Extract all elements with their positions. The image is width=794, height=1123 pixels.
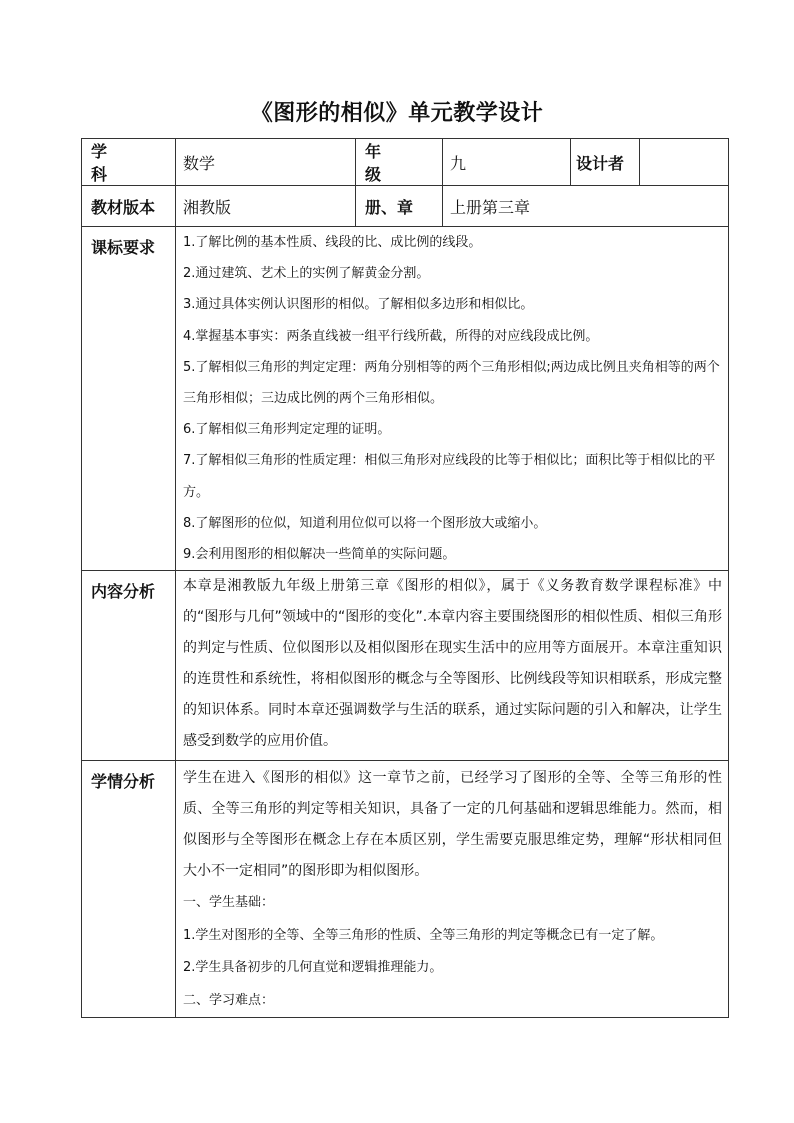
- curriculum-item: 1.了解比例的基本性质、线段的比、成比例的线段。: [183, 235, 482, 250]
- curriculum-item: 7.了解相似三角形的性质定理：相似三角形对应线段的比等于相似比；面积比等于相似比的平方。: [183, 453, 716, 500]
- curriculum-item: 3.通过具体实例认识图形的相似。了解相似多边形和相似比。: [183, 297, 534, 313]
- curriculum-label: 课标要求: [82, 227, 176, 571]
- student-analysis-intro: 学生在进入《图形的相似》这一章节之前，已经学习了图形的全等、全等三角形的性质、全等三角形的判定等相关知识，具备了一定的几何基础和逻辑思维能力。然而，相似图形与全等图形在概念上存在本质区别，学生需要克服思维定势，理解“形状相同但大小不一定相同”的图形即为相似图形。: [183, 770, 722, 880]
- student-analysis-cell: [176, 761, 729, 1018]
- content-analysis-cell: [176, 571, 729, 761]
- lesson-design-table: [81, 138, 729, 1018]
- student-analysis-line: 1.学生对图形的全等、全等三角形的性质、全等三角形的判定等概念已有一定了解。: [183, 927, 664, 943]
- grade-label: 年 级: [356, 139, 443, 186]
- student-analysis-line: 二、学习难点：: [183, 992, 275, 1008]
- curriculum-item: 6.了解相似三角形判定定理的证明。: [183, 422, 391, 438]
- curriculum-requirements: [176, 227, 729, 571]
- student-analysis-label: 学情分析: [82, 761, 176, 1018]
- designer-label: 设计者: [571, 139, 640, 186]
- grade-value: 九: [443, 139, 571, 186]
- content-analysis-label: 内容分析: [82, 571, 176, 761]
- curriculum-item: 8.了解图形的位似，知道利用位似可以将一个图形放大或缩小。: [183, 515, 547, 531]
- subject-value: 数学: [176, 139, 356, 186]
- curriculum-item: 2.通过建筑、艺术上的实例了解黄金分割。: [183, 266, 430, 282]
- table-row-student-analysis: [82, 761, 729, 1018]
- curriculum-item: 5.了解相似三角形的判定定理：两角分别相等的两个三角形相似;两边成比例且夹角相等的两个三角形相似；三边成比例的两个三角形相似。: [183, 359, 720, 407]
- textbook-label: 教材版本: [82, 186, 176, 227]
- table-row-content-analysis: [82, 571, 729, 761]
- designer-value: [640, 139, 729, 186]
- content-analysis-text: 本章是湘教版九年级上册第三章《图形的相似》，属于《义务教育数学课程标准》中的“图形与几何”领域中的“图形的变化”.本章内容主要围绕图形的相似性质、相似三角形的判定与性质、位似图形以及相似图形在现实生活中的应用等方面展开。本章注重知识的连贯性和系统性，将相似图形的概念与全等图形、比例线段等知识相联系，形成完整的知识体系。同时本章还强调数学与生活的联系，通过实际问题的引入和解决，让学生感受到数学的应用价值。: [183, 578, 722, 750]
- subject-label: 学 科: [82, 139, 176, 186]
- student-analysis-line: 一、学生基础：: [183, 895, 275, 911]
- textbook-value: 湘教版: [176, 186, 356, 227]
- curriculum-item: 9.会利用图形的相似解决一些简单的实际问题。: [183, 547, 456, 563]
- student-analysis-line: 2.学生具备初步的几何直觉和逻辑推理能力。: [183, 960, 443, 976]
- chapter-label: 册、章: [356, 186, 443, 227]
- table-row-textbook: [82, 186, 729, 227]
- curriculum-item: 4.掌握基本事实：两条直线被一组平行线所截，所得的对应线段成比例。: [183, 328, 599, 344]
- table-row-curriculum: [82, 227, 729, 571]
- document-title: 《图形的相似》单元教学设计: [250, 101, 544, 126]
- table-row-subject: [82, 139, 729, 186]
- chapter-value: 上册第三章: [443, 186, 729, 227]
